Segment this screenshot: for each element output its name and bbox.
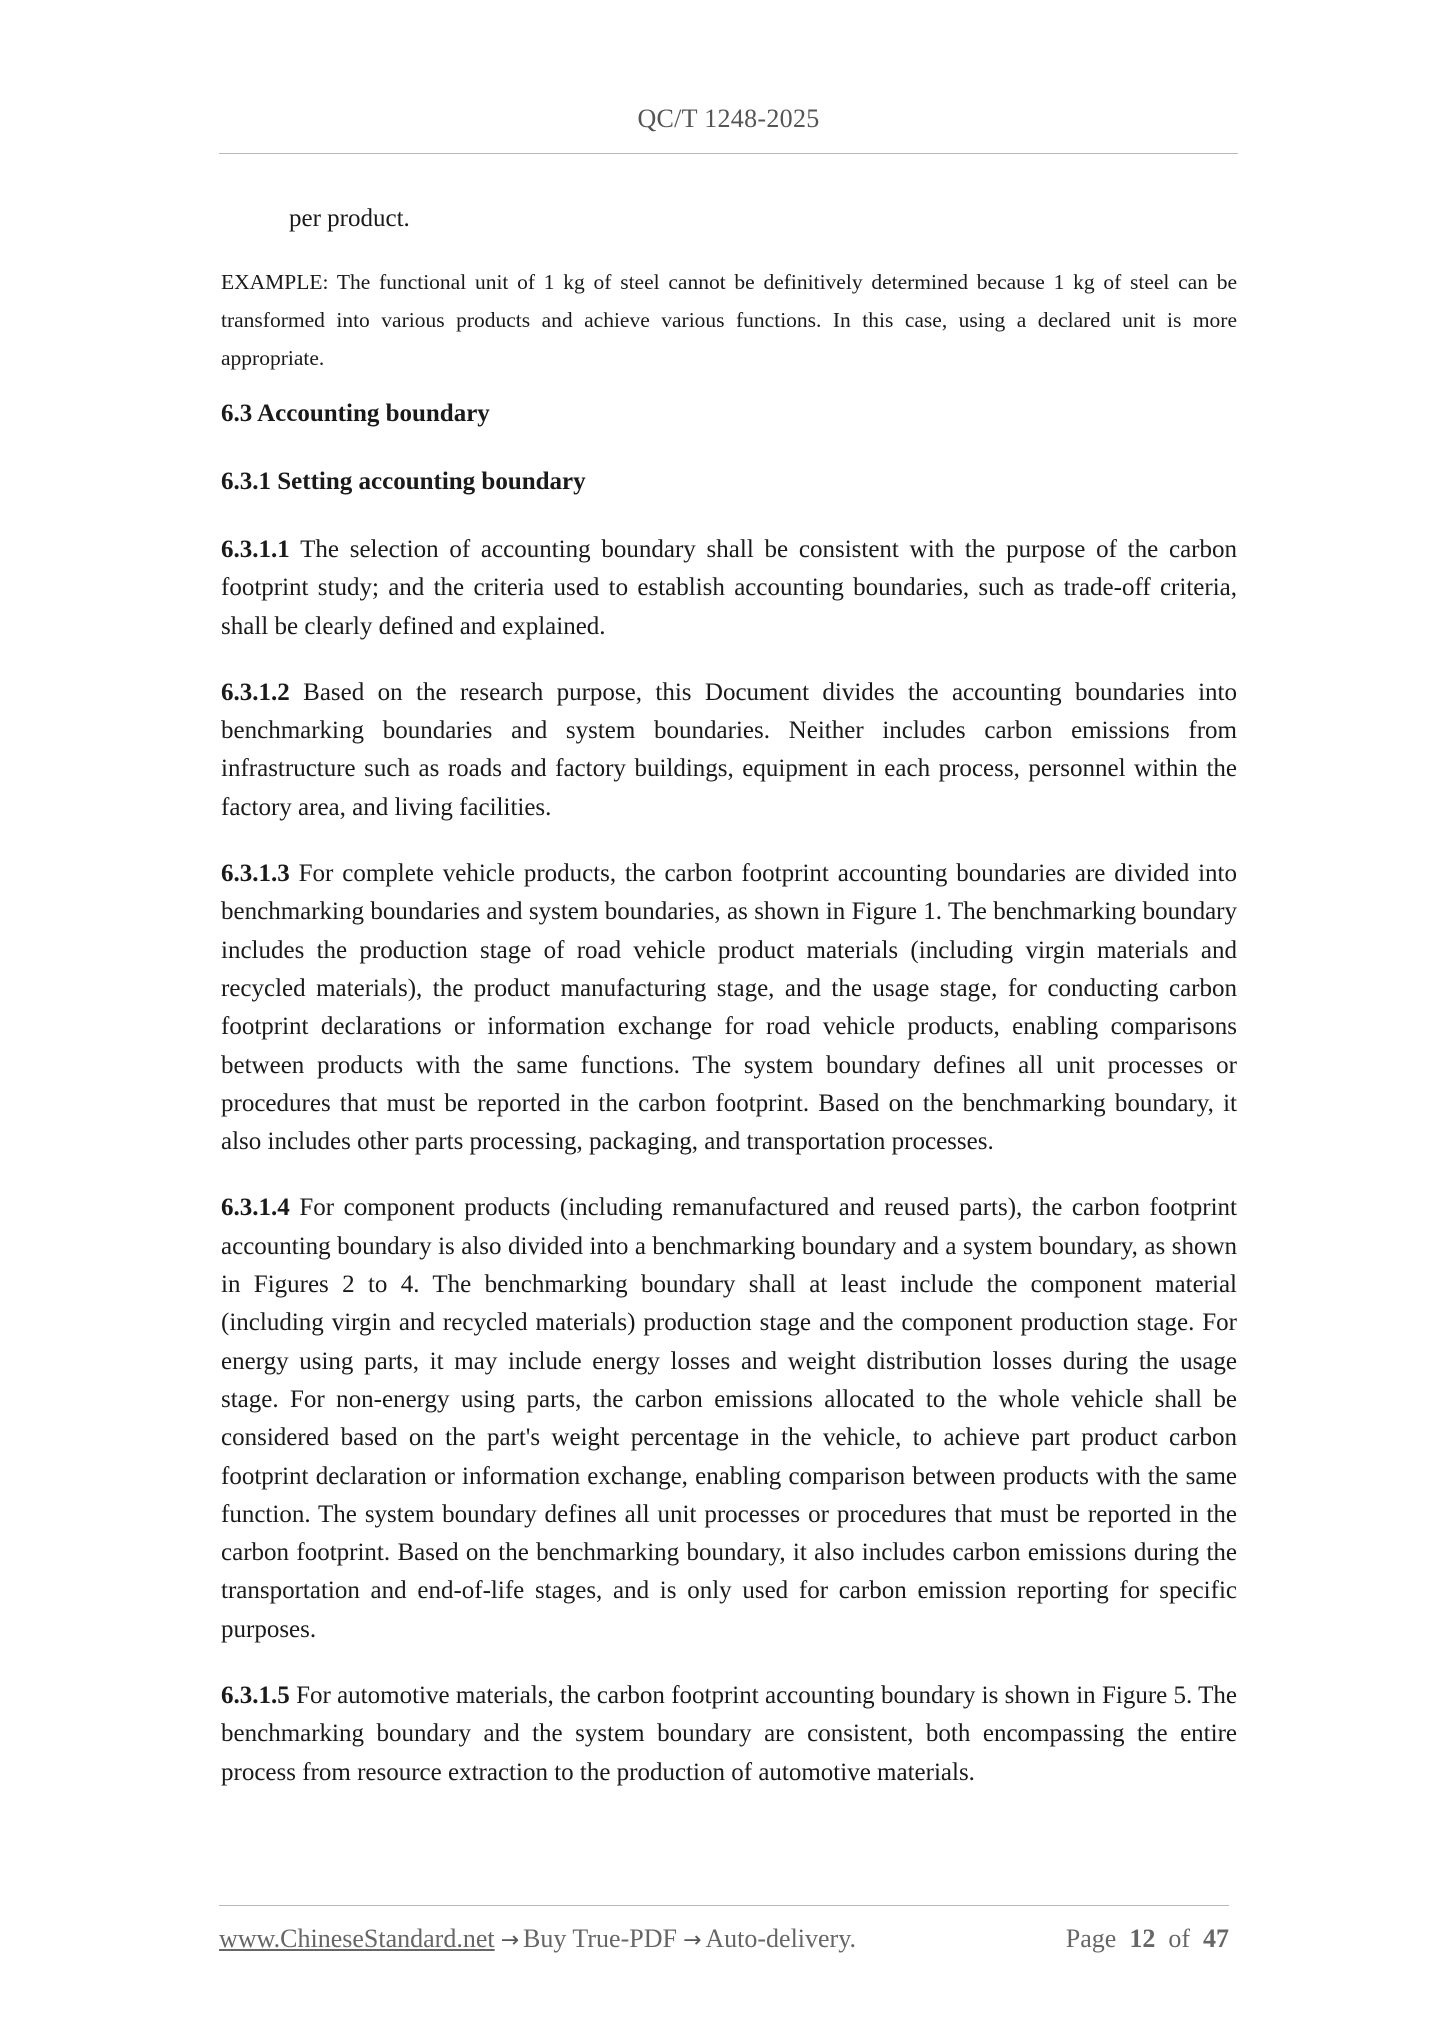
page-footer — [219, 1924, 1229, 1954]
clause-number: 6.3.1.4 — [221, 1194, 290, 1222]
clause-paragraph — [221, 531, 1237, 646]
document-id: QC/T 1248-2025 — [637, 104, 820, 133]
subsection-heading: 6.3.1 Setting accounting boundary — [221, 468, 586, 495]
page-header — [219, 104, 1238, 134]
clause-text: For automotive materials, the carbon footprint accounting boundary is shown in Figure 5. The benchmarking boundary and the system boundary are consistent, both encompassing the entire process from resource extraction to the production of automotive materials. — [221, 1682, 1238, 1786]
clause-number: 6.3.1.2 — [221, 678, 290, 706]
clause-paragraph — [221, 855, 1237, 1161]
clause-text: The selection of accounting boundary shall be consistent with the purpose of the carbon footprint study; and the criteria used to establish accounting boundaries, such as trade-off criteria, shall be clearly defined and explained. — [221, 536, 1237, 640]
of-label: of — [1168, 1924, 1190, 1953]
clause-paragraph — [221, 1189, 1237, 1649]
footer-divider — [219, 1905, 1229, 1906]
page-label: Page — [1065, 1924, 1117, 1953]
clause-paragraph — [221, 1677, 1237, 1792]
clause-number: 6.3.1.1 — [221, 536, 290, 563]
clause-text: For complete vehicle products, the carbon footprint accounting boundaries are divided into benchmarking boundaries and system boundaries, as shown in Figure 1. The benchmarking boundary includes the production stage of road vehicle product materials (including virgin materials and recycled materials), the product manufacturing stage, and the usage stage, for conducting carbon footprint declarations or information exchange for road vehicle products, enabling comparisons between products with the same functions. The system boundary defines all unit processes or procedures that must be reported in the carbon footprint. Based on the benchmarking boundary, it also includes other parts processing, packaging, and transportation processes. — [221, 860, 1238, 1156]
auto-delivery-text: Auto-delivery. — [705, 1924, 857, 1953]
clause-number: 6.3.1.3 — [221, 860, 290, 888]
arrow-right-icon: → — [500, 1928, 520, 1953]
clause-number: 6.3.1.5 — [221, 1682, 290, 1710]
clause-text: Based on the research purpose, this Document divides the accounting boundaries into benchmarking boundaries and system boundaries. Neither includes carbon emissions from infrastructure such as roads and factory buildings, equipment in each process, personnel within the factory area, and living facilities. — [221, 678, 1237, 821]
continuation-text: per product. — [289, 205, 410, 232]
example-note: EXAMPLE: The functional unit of 1 kg of steel cannot be definitively determined because 1 kg of steel can be transformed into various products and achieve various functions. In this case, using a declared unit is more appropriate. — [221, 270, 1237, 370]
current-page-number: 12 — [1129, 1924, 1156, 1953]
page-indicator — [1066, 1924, 1229, 1954]
total-page-count: 47 — [1203, 1924, 1229, 1953]
arrow-right-icon: → — [682, 1928, 702, 1953]
website-link[interactable]: www.ChineseStandard.net — [219, 1924, 495, 1953]
section-heading: 6.3 Accounting boundary — [221, 400, 490, 427]
page-body — [221, 200, 1237, 1820]
buy-pdf-text: Buy True-PDF — [523, 1924, 677, 1953]
header-divider — [219, 153, 1238, 154]
clause-paragraph — [221, 674, 1237, 827]
clause-text: For component products (including remanufactured and reused parts), the carbon footprint accounting boundary is also divided into a benchmarking boundary and a system boundary, as shown in Figures 2 to 4. The benchmarking boundary shall at least include the component material (including virgin and recycled materials) production stage and the component production stage. For energy using parts, it may include energy losses and weight distribution losses during the usage stage. For non-energy using parts, the carbon emissions allocated to the whole vehicle shall be considered based on the part's weight percentage in the vehicle, to achieve part product carbon footprint declaration or information exchange, enabling comparison between products with the same function. The system boundary defines all unit processes or procedures that must be reported in the carbon footprint. Based on the benchmarking boundary, it also includes carbon emissions during the transportation and end-of-life stages, and is only used for carbon emission reporting for specific purposes. — [221, 1194, 1238, 1643]
